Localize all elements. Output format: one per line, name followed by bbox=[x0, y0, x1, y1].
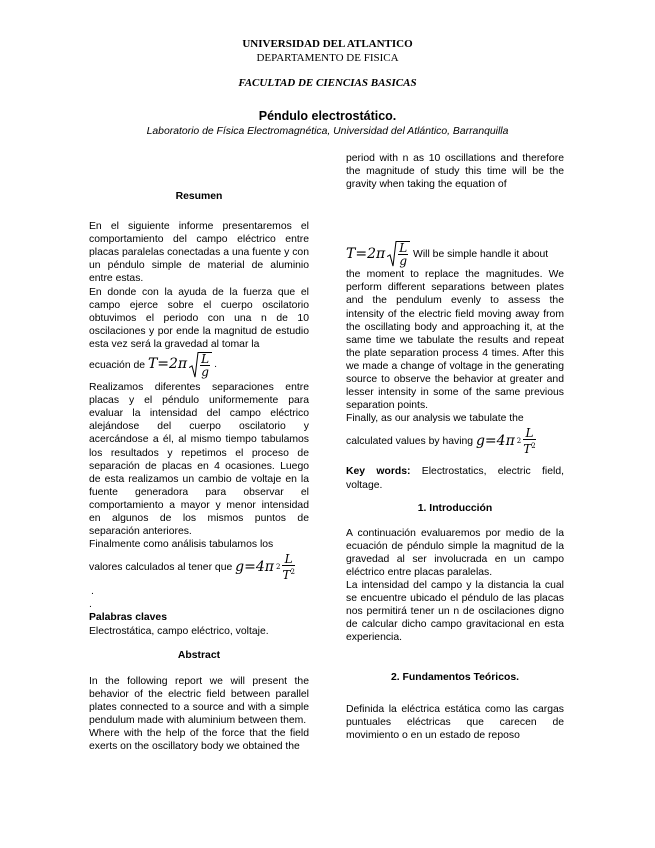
resumen-equation-line bbox=[89, 352, 309, 378]
right-column bbox=[346, 152, 564, 742]
equation-prefix-2: valores calculados al tener que bbox=[89, 562, 233, 573]
gravity-exponent: 2 bbox=[275, 562, 281, 571]
abstract-paragraph-2: Where with the help of the force that the field exerts on the oscillatory body we obtained the bbox=[89, 728, 309, 753]
resumen-trailing-dot: . bbox=[91, 586, 94, 598]
palabras-claves-text: Electrostática, campo eléctrico, voltaje. bbox=[89, 625, 269, 637]
abstract-paragraph-3: the moment to replace the magnitudes. We perform different separations between plates and the pendulum evenly to assess the intensity of the electric field moving away from the oscillating body and approaching it, at the same time we tabulate the results and repeat the plate separation process 4 times. After this we made a change of voltage in the generating source to observe the behavior at greater and lesser intensity in some of the same previous separation points. bbox=[346, 269, 564, 412]
paper-title: Péndulo electrostático. bbox=[258, 109, 397, 123]
fundamentos-heading: 2. Fundamentos Teóricos. bbox=[391, 671, 519, 683]
faculty-name: FACULTAD DE CIENCIAS BASICAS bbox=[238, 77, 417, 89]
equation-prefix: ecuación de bbox=[89, 359, 146, 371]
gravity-exponent-abstract: 2 bbox=[516, 436, 522, 445]
gravity-equation-lhs: g=4π bbox=[235, 558, 274, 575]
fraction-numerator-l: L bbox=[282, 553, 294, 566]
period-equation-abstract-lhs: T=2π bbox=[346, 245, 386, 262]
left-column bbox=[89, 160, 309, 753]
fraction-denominator-t-abstract: T bbox=[523, 442, 532, 457]
fraction-l-over-t2-abstract bbox=[523, 427, 535, 455]
period-equation: T=2π $\frac{L}{g}$ . bbox=[147, 352, 217, 380]
fraction-denominator-t: T bbox=[282, 568, 291, 583]
keywords-text: Electrostatics, electric field, voltage. bbox=[346, 466, 564, 491]
gravity-equation-abstract-lhs: g=4π bbox=[475, 432, 515, 449]
paper-affiliation: Laboratorio de Física Electromagnética, Universidad del Atlántico, Barranquilla bbox=[146, 126, 509, 137]
palabras-claves-heading: Palabras claves bbox=[89, 612, 167, 624]
fraction-l-over-g-abstract bbox=[398, 242, 408, 267]
fraction-l-over-t2 bbox=[282, 553, 294, 581]
intro-heading: 1. Introducción bbox=[417, 502, 493, 514]
resumen-paragraph-3: Realizamos diferentes separaciones entre placas y el péndulo uniformemente para evaluar la intensidad del campo eléctrico alejándose del cuerpo oscilatorio y acercándose a él, al mismo tiempo tabulamos los resultados y repetimos el proceso de separación de placas en 4 ocasiones. Luego de esta realizamos un cambio de voltaje en la fuente generadora para observar el comportamiento a mayor y menor intensidad en algunos de los mismos puntos de separación anteriores. bbox=[89, 382, 309, 538]
resumen-paragraph-1: En el siguiente informe presentaremos el comportamiento del campo eléctrico entre placas paralelas conectadas a una fuente y con un péndulo simple de material de aluminio entre estas. bbox=[89, 221, 309, 285]
resumen-paragraph-4: Finalmente como análisis tabulamos los bbox=[89, 539, 274, 551]
sqrt-symbol bbox=[189, 352, 212, 378]
sqrt-symbol-abstract bbox=[387, 241, 410, 267]
resumen-trailing-dot-2: . bbox=[89, 599, 92, 611]
abstract-paragraph-2-continued: period with n as 10 oscillations and therefore the magnitude of study this time will be the gravity when taking the equation of bbox=[346, 153, 564, 191]
abstract-paragraph-1: In the following report we will present the behavior of the electric field between parallel plates connected to a source and with a simple pendulum made with aluminium between them. bbox=[89, 675, 309, 726]
abstract-equation-suffix: Will be simple handle it about bbox=[413, 249, 549, 261]
abstract-paragraph-4: Finally, as our analysis we tabulate the bbox=[346, 413, 524, 425]
resumen-equation-line-2 bbox=[89, 553, 309, 581]
period-equation-lhs: T=2π bbox=[147, 356, 188, 373]
resumen-paragraph-2: En donde con la ayuda de la fuerza que el campo ejerce sobre el cuerpo oscilatorio obtuvimos el periodo con una n de 10 oscilaciones y por ende la magnitud de estudio esta vez será la gravedad al tomar la bbox=[89, 286, 309, 350]
abstract-equation-line-2 bbox=[346, 427, 564, 455]
fraction-numerator: L bbox=[201, 352, 210, 367]
gravity-equation bbox=[235, 553, 295, 581]
period-equation-abstract bbox=[346, 241, 410, 267]
fraction-numerator-l-abstract: L bbox=[523, 427, 535, 440]
department-name: DEPARTAMENTO DE FISICA bbox=[256, 52, 399, 64]
denominator-exponent-abstract: 2 bbox=[531, 442, 536, 451]
intro-paragraph-2: La intensidad del campo y la distancia la cual se encuentre ubicado el péndulo de las placas nos permitirá tener un n de oscilaciones digno de calcular dicho campo gravitacional en esta experiencia. bbox=[346, 580, 564, 644]
resumen-heading: Resumen bbox=[175, 191, 223, 202]
fraction-denominator-abstract: g bbox=[399, 254, 408, 269]
fraction-numerator-abstract: L bbox=[399, 241, 408, 256]
keywords-line bbox=[346, 465, 564, 491]
gravity-equation-abstract bbox=[476, 427, 536, 455]
university-name: UNIVERSIDAD DEL ATLANTICO bbox=[242, 38, 413, 50]
intro-paragraph-1: A continuación evaluaremos por medio de la ecuación de péndulo simple la magnitud de la gravedad al ser involucrada en un campo eléctrico entre placas paralelas. bbox=[346, 527, 564, 578]
keywords-label: Key words: bbox=[346, 466, 411, 478]
fundamentos-paragraph-1: Definida la eléctrica estática como las cargas puntuales eléctricas que carecen de movimiento o en un estado de reposo bbox=[346, 703, 564, 741]
denominator-exponent: 2 bbox=[290, 568, 295, 577]
abstract-equation-line bbox=[346, 241, 564, 267]
fraction-l-over-g bbox=[200, 353, 210, 378]
abstract-equation-prefix: calculated values by having bbox=[346, 436, 474, 448]
abstract-heading: Abstract bbox=[177, 649, 221, 661]
fraction-denominator: g bbox=[201, 365, 209, 380]
